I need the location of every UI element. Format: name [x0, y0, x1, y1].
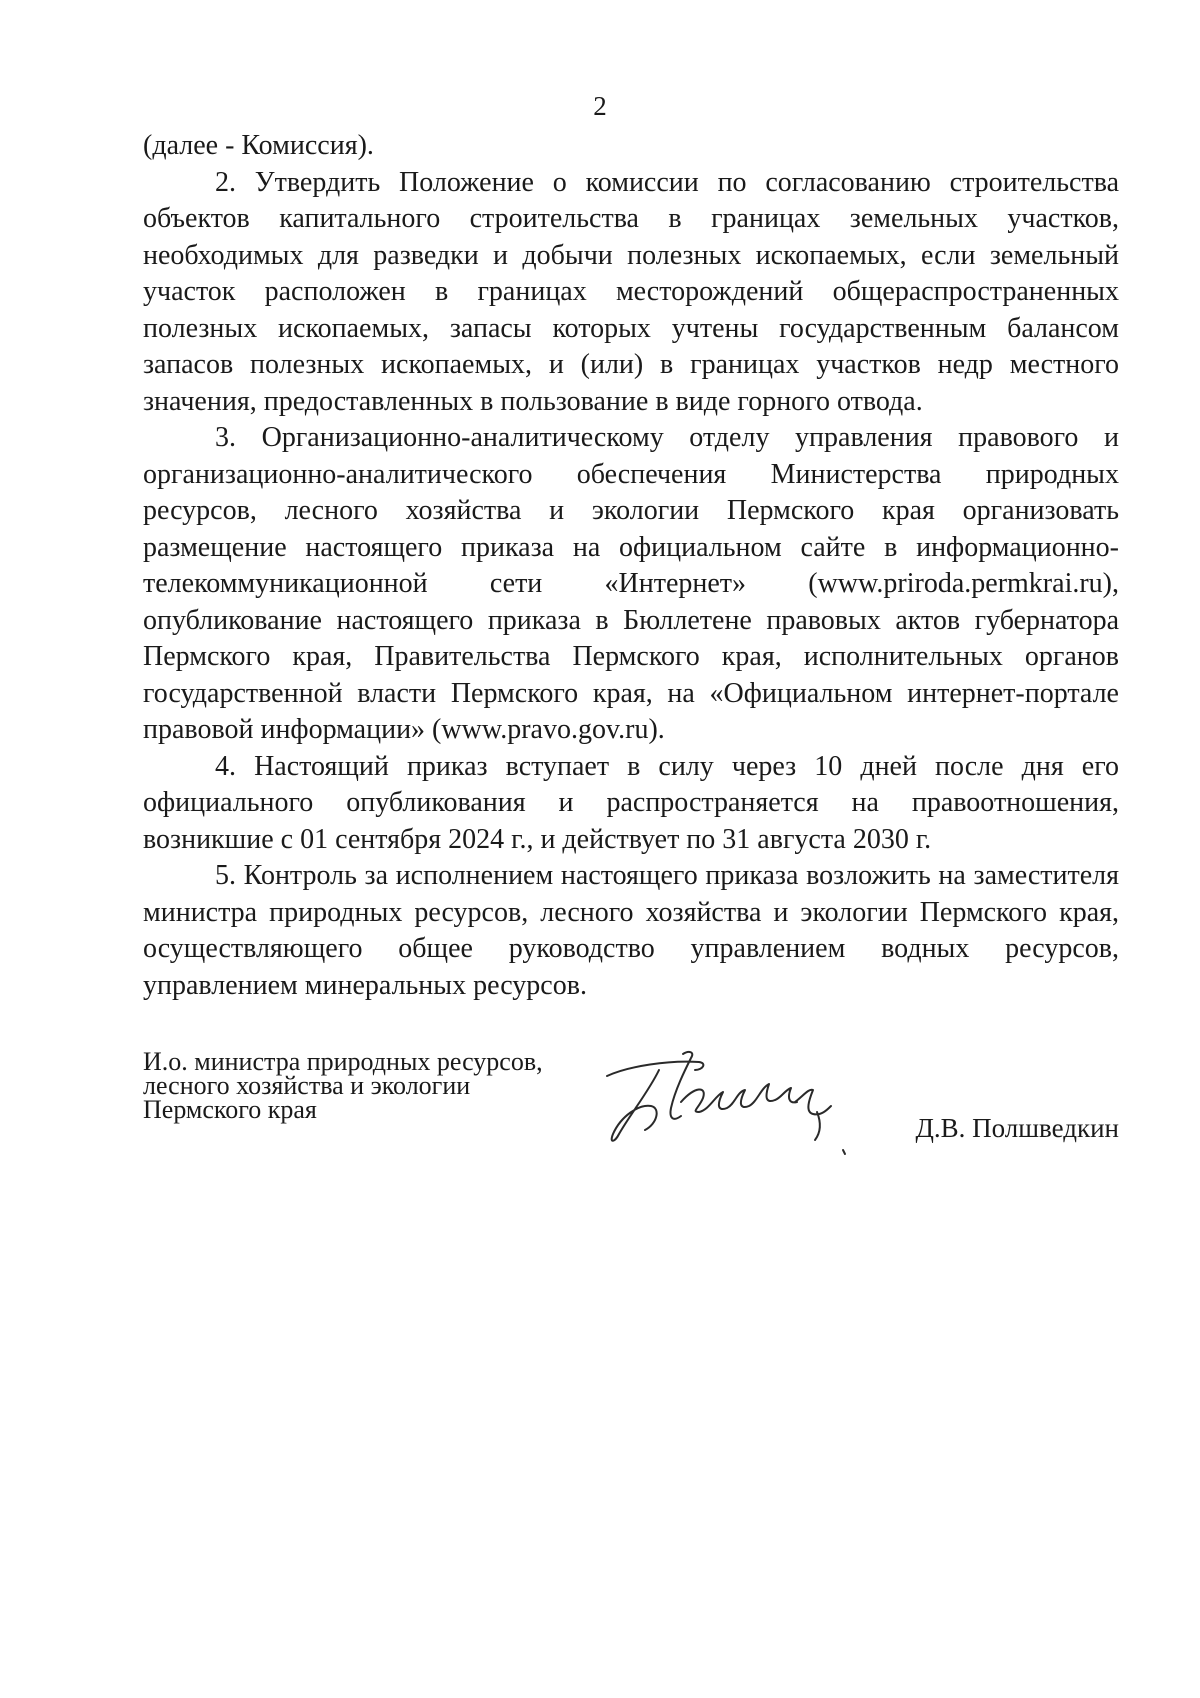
paragraph-item-2: 2. Утвердить Положение о комиссии по согласованию строительства объектов капитального строительства в границах земельных участков, необходимых для разведки и добычи полезных ископаемых, если земельный участок расположен в границах месторождений общераспространенных полезных ископаемых, запасы которых учтены государственным балансом запасов полезных ископаемых, и (или) в границах участков недр местного значения, предоставленных в пользование в виде горного отвода.: [143, 166, 1119, 417]
signatory-title-line: И.о. министра природных ресурсов,: [143, 1047, 543, 1076]
signature-block: [143, 1047, 1119, 1180]
signatory-title-line: лесного хозяйства и экологии: [143, 1071, 471, 1100]
page-number: 2: [593, 91, 607, 121]
signatory-title-line: Пермского края: [143, 1095, 317, 1124]
document-body: [143, 128, 1119, 1004]
paragraph-item-5: 5. Контроль за исполнением настоящего приказа возложить на заместителя министра природных ресурсов, лесного хозяйства и экологии Пермского края, осуществляющего общее руководство управлением водных ресурсов, управлением минеральных ресурсов.: [143, 860, 1119, 1001]
paragraph-continuation: (далее - Комиссия).: [143, 130, 374, 161]
paragraph-item-4: 4. Настоящий приказ вступает в силу через 10 дней после дня его официального опубликования и распространяется на правоотношения, возникшие с 01 сентября 2024 г., и действует по 31 августа 2030 г.: [143, 750, 1119, 855]
handwritten-signature-icon: [599, 1046, 849, 1156]
signatory-title: [143, 1047, 603, 1124]
paragraph-item-3: 3. Организационно-аналитическому отделу управления правового и организационно-аналитического обеспечения Министерства природных ресурсов, лесного хозяйства и экологии Пермского края организовать размещение настоящего приказа на официальном сайте в информационно-телекоммуникационной сети «Интернет» (www.priroda.permkrai.ru), опубликование настоящего приказа в Бюллетене правовых актов губернатора Пермского края, Правительства Пермского края, исполнительных органов государственной власти Пермского края, на «Официальном интернет-портале правовой информации» (www.pravo.gov.ru).: [143, 422, 1119, 745]
signatory-name: Д.В. Полшведкин: [915, 1113, 1119, 1143]
